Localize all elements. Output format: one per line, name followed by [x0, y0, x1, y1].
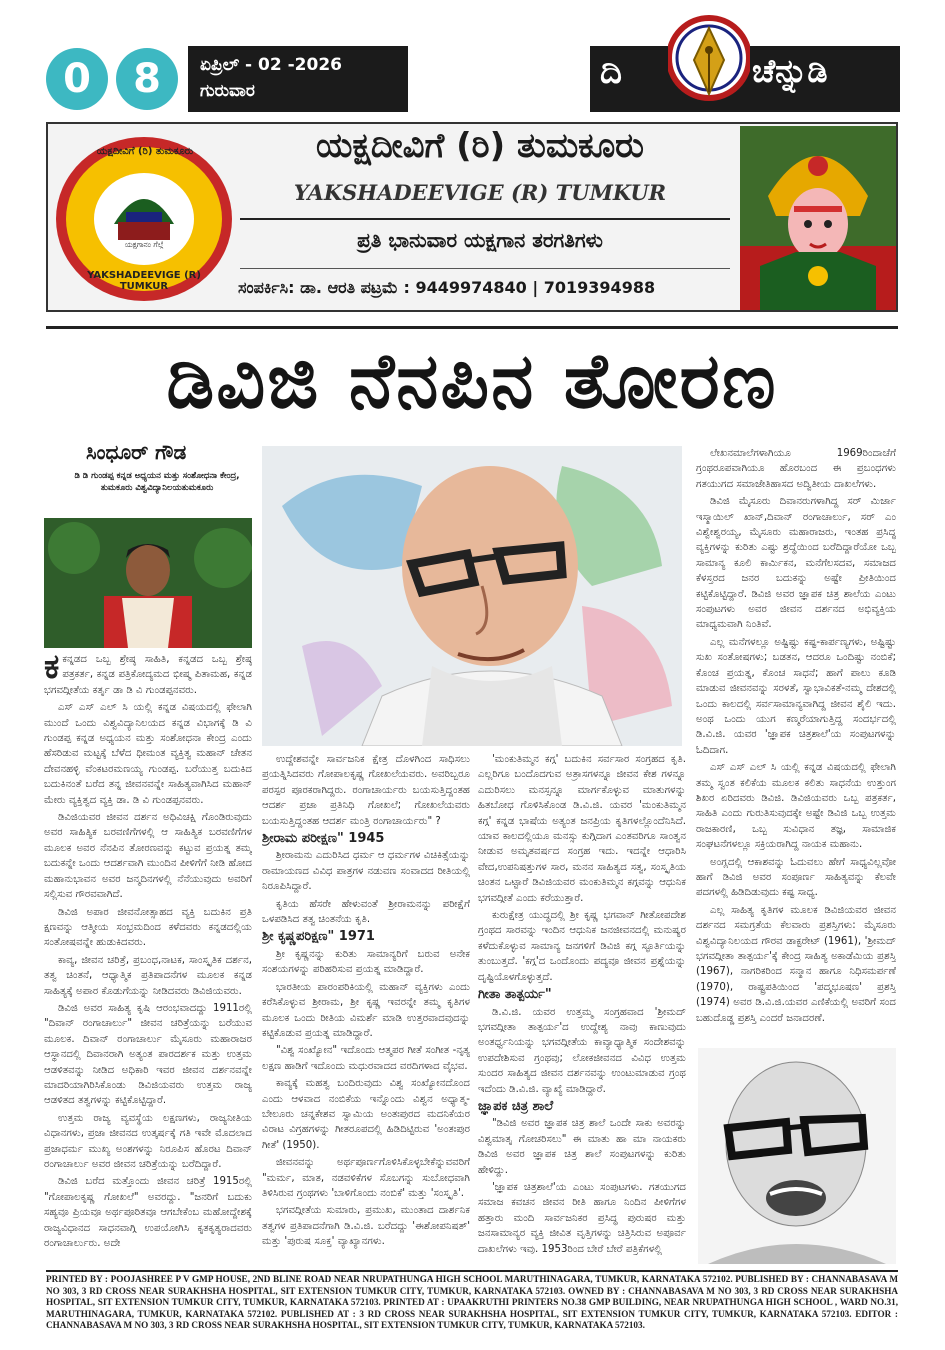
author-name: ಸಿಂಧೂರ್ ಗೌಡ — [86, 440, 187, 464]
author-photo — [44, 518, 252, 648]
article-paragraph-text: ಕನ್ನಡದ ಒಬ್ಬ ಶ್ರೇಷ್ಠ ಸಾಹಿತಿ, ಕನ್ನಡದ ಒಬ್ಬ ಶ್ರೇಷ್ಠ ಪತ್ರಕರ್ತ, ಕನ್ನಡ ಪತ್ರಿಕೋದ್ಯಮದ ಭೀಷ್ಮ ಪಿತಾಮಹ, ಕನ್ನಡ ಭಗವದ್ಗೀತೆಯ ಕರ್ತೃ ಡಾ ಡಿ ವಿ ಗುಂಡಪ್ಪನವರು. — [44, 654, 252, 696]
article-paragraph: ಎಸ್ ಎಸ್ ಎಲ್ ಸಿ ಯಲ್ಲಿ ಕನ್ನಡ ವಿಷಯದಲ್ಲಿ ಫೇಲಾಗಿ ತಮ್ಮ ಸ್ವಂತ ಕಲಿಕೆಯ ಮೂಲಕ ಕಲಿತು ಸಾಧನೆಯ ಉತ್ತುಂಗ ಶಿಖರ ಏರಿದವರು ಡಿವಿಜಿ. ಡಿವಿಜಿಯವರು ಒಬ್ಬ ಪತ್ರಕರ್ತ, ಸಾಹಿತಿ ಎಂದು ಗುರುತಿಸುವುದಕ್ಕೇ ಅಷ್ಟೇ ಡಿವಿಜಿ ಒಬ್ಬ ಉತ್ತಮ ರಾಜಕಾರಣಿ, ಒಬ್ಬ ಸುವಿಧಾನ ತಜ್ಞ, ಸಾಮಾಜಿಕ ಸಂಘಟನೆಗಳಲ್ಲೂ ಸಕ್ರಿಯರಾಗಿದ್ದ ನಾಯಕ ಮಹಾನು. — [696, 762, 896, 851]
article-paragraph: 'ಜ್ಞಾಪಕ ಚಿತ್ರಶಾಲೆ'ಯ ಎಂಟು ಸಂಪುಟಗಳು. ಗತಯುಗದ ಸಮಾಜ ಕವಚನ ಜೀವನ ರೀತಿ ಹಾಗೂ ನಿಂದಿನ ಪೀಳಿಗೆಗಳ ಹತ್ತಾರು ಮಂದಿ ಸಾರ್ವಜನಿಕರ ಪ್ರಸಿದ್ಧ ಪುರುಷರ ಮತ್ತು ಜನಸಾಮಾನ್ಯರ ವ್ಯಕ್ತಿ ಜೀವಿತ ವೃತ್ತಿಗಳನ್ನು ಚಿತ್ರಿಸಿರುವ ಅಪೂರ್ವ ದಾಖಲೆಗಳು ಇವು. 1953ರಿಂದ ಬೇರೆ ಬೇರೆ ಪತ್ರಿಕೆಗಳಲ್ಲಿ — [478, 1181, 686, 1255]
article-column-2 — [262, 752, 470, 1262]
masthead-title: ಚೆನ್ನುಡಿ — [752, 52, 828, 90]
page-number-ones: 8 — [116, 48, 178, 110]
yakshagana-artist-image — [740, 126, 896, 310]
article-paragraph: ಭಾರತೀಯ ಪಾರಂಪರಿಕಿಯಲ್ಲಿ ಮಹಾನ್ ವ್ಯಕ್ತಿಗಳು ಎಂದು ಕರೆಸಿಕೊಳ್ಳುವ ಶ್ರೀರಾಮ, ಶ್ರೀ ಕೃಷ್ಣ ಇವರನ್ನೇ ತಮ್ಮ ಕೃತಿಗಳ ಮೂಲಕ ಒಂದು ರೀತಿಯ ವಿಮರ್ಶೆ ಮಾಡಿ ಉತ್ತರವಾದವುದನ್ನು ಕಟ್ಟಿಕೊಡುವ ಪ್ರಯತ್ನ ಮಾಡಿದ್ದಾರೆ. — [262, 981, 470, 1039]
headline: ಡಿವಿಜಿ ನೆನಪಿನ ತೋರಣ — [166, 336, 778, 425]
article-column-3 — [478, 752, 686, 1262]
article-paragraph: ಭಗವದ್ಗೀತೆಯ ಸುಮಾರು, ಪ್ರಮುಖ, ಮುಂತಾದ ದಾರ್ಶನಿಕ ತತ್ವಗಳ ಪ್ರತಿಪಾದನೆಗಾಗಿ ಡಿ.ವಿ.ಜಿ. ಬರೆದದ್ದು 'ಈಶೋಪನಿಷತ್' ಮತ್ತು 'ಪುರುಷ ಸೂಕ್ತ' ವ್ಯಾಖ್ಯಾನಗಳು. — [262, 1205, 470, 1248]
article-paragraph: ಲೇಖನಮಾಲೆಗಳಾಗಿಯೂ 1969ರಿಂದಾಚೆಗೆ ಗ್ರಂಥರೂಪವಾಗಿಯೂ ಹೊರಬಂದ ಈ ಪ್ರಬಂಧಗಳು ಗತಯುಗದ ಸಮಾಜೇತಿಹಾಸದ ಅದ್ವಿತೀಯ ದಾಖಲೆಗಳು. — [696, 448, 896, 490]
dvg-pencil-sketch — [698, 1048, 896, 1264]
article-paragraph: ಡಿವಿಜಿಯವರ ಜೀವನ ದರ್ಶನ ಅಧಿವಿಚಕ್ಷಿ ಗೊಂಡಿರುವುದು ಅವರ ಸಾಹಿತ್ಯಿಕ ಬರವಣಿಗೆಗಳಲ್ಲಿ ಆ ಸಾಹಿತ್ಯಿಕ ಬರವಣಿಗೆಗಳ ಮೂಲಕ ಅವರ ನೆನಪಿನ ತೋರಣವನ್ನು ಕಟ್ಟುವ ಪ್ರಯತ್ನ ತಮ್ಮ ಬದುಕನ್ನೇ ಒಂದು ಆದರ್ಶವಾಗಿ ಮುಂದಿನ ಪೀಳಿಗೆಗೆ ನೀಡಿ ಹೋದ ಮಹಾನುಭಾವನ ಅವರ ಜನ್ಮದಿನಗಳಲ್ಲಿ ನೆನೆಯುವುದು ಅವರಿಗೆ ಸಲ್ಲಿಸುವ ಗೌರವವಾಗಿದೆ. — [44, 812, 252, 901]
dvg-portrait-painting — [262, 446, 682, 746]
date-box — [188, 46, 408, 112]
article-paragraph: ಡಿ.ವಿ.ಜಿ. ಯವರ ಉತ್ತಮ್ಮ ಸಂಗ್ರಹವಾದ 'ಶ್ರೀಮದ್ ಭಗವದ್ಗೀತಾ ತಾತ್ಪರ್ಯ'ದ ಉದ್ದೇಶ್ಯ ನಾವು ಕಾಣುವುದು ಅಂತರ್ಧ್ವನಿಯನ್ನು ಭಗವದ್ಗೀತೆಯ ಕಾವ್ಯಾಧ್ಯಾತ್ಮಿಕ ಸಂದೇಶವನ್ನು ಉಪದೇಶಿಸುವ ಗ್ರಂಥವು; ಲೋಕಜೀವನದ ವಿವಿಧ ಉತ್ತಮ ಸುಂದರ ಸಾಹಿತ್ಯದ ಜೀವನ ದರ್ಶನವನ್ನು ಉಂಟುಮಾಡುವ ಗ್ರಂಥ ಇದೆಂದು ಡಿ.ವಿ.ಜಿ. ವ್ಯಾಖ್ಯೆ ಮಾಡಿದ್ದಾರೆ. — [478, 1006, 686, 1095]
article-paragraph: ಡಿವಿಜಿ ಮೈಸೂರು ದಿವಾನರುಗಳಾಗಿದ್ದ ಸರ್ ಮಿರ್ಜಾ ಇಸ್ಮಾಯಿಲ್ ಖಾನ್,ದಿವಾನ್ ರಂಗಾಚಾರ್ಲು, ಸರ್ ಎಂ ವಿಶ್ವೇಶ್ವರಯ್ಯ, ಮೈಸೂರು ಮಹಾರಾಜರು, ಇಂತಹ ಪ್ರಸಿದ್ಧ ವ್ಯಕ್ತಿಗಳನ್ನು ಕುರಿತು ಎಷ್ಟು ಶ್ರದ್ಧೆಯಿಂದ ಬರೆದಿದ್ದಾರೆಯೋ ಒಬ್ಬ ಸಾಮಾನ್ಯ ಕೂಲಿ ಕಾರ್ಮಿಕನ, ಮನೆಗೆಲಸದವ, ಸಮಾಜದ ಕೆಳಸ್ತರದ ಜನರ ಬದುಕನ್ನು ಅಷ್ಟೇ ಪ್ರೀತಿಯಿಂದ ಕಟ್ಟಿಕೊಟ್ಟಿದ್ದಾರೆ. ಡಿವಿಜಿ ಅವರ ಜ್ಞಾಪಕ ಚಿತ್ರ ಶಾಲೆಯ ಎಂಟು ಸಂಪುಟಗಳು ಅವರ ಜೀವನ ದರ್ಶನದ ಅಭಿವ್ಯಕ್ತಿಯ ಮಾಧ್ಯಮವಾಗಿ ನಿಂತಿವೆ. — [696, 496, 896, 631]
ad-divider — [240, 218, 730, 220]
weekday-line: ಗುರುವಾರ — [200, 81, 255, 101]
ad-contact: ಸಂಪರ್ಕಿಸಿ: ಡಾ. ಆರತಿ ಪಟ್ರಮೆ : 9449974840 | 7019394988 — [238, 278, 656, 297]
imprint-footer: PRINTED BY : POOJASHREE P V GMP HOUSE, 2ND BLINE ROAD NEAR NRUPATHUNGA HIGH SCHOOL MARUTHINAGARA, TUMKUR, KARNATAKA 572102. PUBLISHED BY : CHANNABASAVA M NO 303, 3 RD CROSS NEAR SURAKHSHA HOSPITAL, SIT EXTENSION TUMKUR CITY, TUMKUR, KARNATAKA 572103. OWNED BY : CHANNABASAVA M NO 303, 3 RD CROSS NEAR SURAKHSHA HOSPITAL, SIT EXTENSION TUMKUR CITY, TUMKUR, KARNATAKA 572103. PRINTED AT : UPAAKRUTHI PRINTERS NO.38 GMP BUILDING, NEAR NRUPATHUNGA HIGH SCHOOL , WARD NO.31, MARUTHINAGARA, TUMKUR, KARNATAKA 572102. PUBLISHED AT : 3 RD CROSS NEAR SURAKHSHA HOSPITAL, SIT EXTENSION TUMKUR CITY, TUMKUR, KARNATAKA 572103. EDITOR : CHANNABASAVA M NO 303, 3 RD CROSS NEAR SURAKHSHA HOSPITAL, SIT EXTENSION TUMKUR CITY, TUMKUR, KARNATAKA 572103. — [46, 1274, 898, 1331]
subheading-sriraama-pareekshana: ಶ್ರೀರಾಮ ಪರೀಕ್ಷಣ" 1945 — [262, 831, 385, 847]
page-number-tens: 0 — [46, 48, 108, 110]
drop-cap: ಕ — [44, 652, 60, 687]
article-paragraph: ಕೃತಿಯ ಹೆಸರೇ ಹೇಳುವಂತೆ ಶ್ರೀರಾಮನನ್ನು ಪರೀಕ್ಷೆಗೆ ಒಳಪಡಿಸಿದ ತತ್ವ ಚಿಂತನೆಯ ಕೃತಿ. — [262, 898, 470, 926]
article-paragraph: ಜೀವನವನ್ನು ಅರ್ಥಪೂರ್ಣಗೊಳಿಸಿಕೊಳ್ಳಬೇಕೆನ್ನುವವರಿಗೆ "ಮರ್ಮ, ಮಾತ, ನಡವಳಿಕೆಗಳ ಸೊಬಗನ್ನು ಸುಬೋಧವಾಗಿ ತಿಳಿಸಿರುವ ಗ್ರಂಥಗಳು 'ಬಾಳಿಗೊಂದು ನಂಬಿಕೆ' ಮತ್ತು 'ಸಂಸ್ಕೃತಿ'. — [262, 1157, 470, 1199]
article-column-4 — [696, 446, 896, 1044]
ad-subtitle: YAKSHADEEVIGE (R) TUMKUR — [293, 180, 667, 205]
article-paragraph: ಕಾವ್ಯ, ಜೀವನ ಚರಿತ್ರೆ, ಪ್ರಬಂಧ,ನಾಟಕ, ಸಾಂಸ್ಕೃತಿಕ ದರ್ಶನ, ತತ್ವ ಚಿಂತನೆ, ಆಧ್ಯಾತ್ಮಿಕ ಪ್ರತಿಪಾದನೆಗಳ ಮೂಲಕ ಕನ್ನಡ ಸಾಹಿತ್ಯಕ್ಕೆ ಅಪಾರ ಕೊಡುಗೆಯನ್ನು ನೀಡಿದವರು ಡಿವಿಜಿಯವರು. — [44, 954, 252, 997]
footer-divider — [46, 1270, 898, 1272]
subheading-krishna-pareekshana: ಶ್ರೀ ಕೃಷ್ಣಪರಿಕ್ಷಣ" 1971 — [262, 929, 375, 945]
article-paragraph: ಡಿವಿಜಿ ಅವರ ಸಾಹಿತ್ಯ ಕೃಷಿ ಆರಂಭವಾದದ್ದು 1911ರಲ್ಲಿ "ದಿವಾನ್ ರಂಗಾಚಾರ್ಲು" ಜೀವನ ಚರಿತ್ರೆಯನ್ನು ಬರೆಯುವ ಮೂಲಕ. ದಿವಾನ್ ರಂಗಾಚಾರ್ಲು ಮೈಸೂರು ಮಹಾರಾಜರ ಆಸ್ಥಾನದಲ್ಲಿ ದಿವಾನರಾಗಿ ಅತ್ಯಂತ ಪಾರದರ್ಶಕ ಮತ್ತು ಉತ್ತಮ ಆಡಳಿತವನ್ನು ನೀಡಿದ ಅಧಿಕಾರಿ ಇವರ ಜೀವನ ದರ್ಶನವನ್ನೇ ಮಾದರಿಯಾಗಿರಿಸಿಕೊಂಡು ಡಿವಿಜಿಯವರು ಉತ್ತಮ ರಾಜ್ಯ ಆಡಳಿತದ ತತ್ವಗಳನ್ನು ಕಟ್ಟಿಕೊಟ್ಟಿದ್ದಾರೆ. — [44, 1002, 252, 1107]
subheading-geetha-taathparya: ಗೀತಾ ತಾತ್ಪರ್ಯ" — [478, 987, 552, 1003]
article-paragraph: ಎಲ್ಲ ಸಾಹಿತ್ಯ ಕೃತಿಗಳ ಮೂಲಕ ಡಿವಿಜಿಯವರ ಜೀವನ ದರ್ಶನದ ಸಮಗ್ರತೆಯ ಕೆಲವಾರು ಪ್ರಶಸ್ತಿಗಳು: ಮೈಸೂರು ವಿಶ್ವವಿದ್ಯಾನಿಲಯದ ಗೌರವ ಡಾಕ್ಟರೇಟ್ (1961), 'ಶ್ರೀಮದ್ ಭಗವದ್ಗೀತಾ ತಾತ್ಪರ್ಯ'ಕ್ಕೆ ಕೇಂದ್ರ ಸಾಹಿತ್ಯ ಅಕಾಡೆಮಿಯ ಪ್ರಶಸ್ತಿ (1967), ನಾಗರಿಕರಿಂದ ಸನ್ಮಾನ ಹಾಗೂ ನಿಧಿಸಮರ್ಪಣೆ (1970), ರಾಷ್ಟ್ರಪತಿಯಿಂದ 'ಪದ್ಮಭೂಷಣ' ಪ್ರಶಸ್ತಿ (1974) ಅವರ ಡಿ.ವಿ.ಜಿ.ಯವರ ಎಣಿಕೆಯಲ್ಲಿ ಅವರಿಗೆ ಸಂದ ಬಹುದೊಡ್ಡ ಪ್ರಶಸ್ತಿ ಎಂದರೆ ಜನಾದರಣೆ. — [696, 904, 896, 1024]
article-paragraph: ಕಾವ್ಯಕ್ಕೆ ಮಹತ್ವ ಬಂದಿರುವುದು ವಿಶ್ವ ಸಂಖ್ಯೋನದೊಂದ ಎಂದು ಆಳವಾದ ನಂಬಿಕೆಯ ಇನ್ನೊಂದು ವಿಶ್ವನ ಅಧ್ಯಾತ್ಮ-ಬೇಲೂರು ಚನ್ನಕೇಶವ ಸ್ವಾಮಿಯ ಅಂತಃಪುರದ ಮದನಿಕೆಯರ ವಿರಾಟ ವಿಗ್ರಹಗಳನ್ನು ಗೀತರೂಪದಲ್ಲಿ ಹಿಡಿದಿಟ್ಟಿರುವ 'ಅಂತಃಪುರ ಗೀತೆ' (1950). — [262, 1078, 470, 1151]
article-paragraph: ಶ್ರೀರಾಮನು ಎದುರಿಸಿದ ಧರ್ಮ ಆ ಧರ್ಮಗಳ ವಿಚಿಕಿತ್ಸೆಯನ್ನು ರಾಮಾಯಣದ ವಿವಿಧ ಪಾತ್ರಗಳ ನಡುವಣ ಸಂವಾದದ ರೀತಿಯಲ್ಲಿ ನಿರೂಪಿಸಿದ್ದಾರೆ. — [262, 850, 470, 893]
subheading-jnapaka-chitra-shaale: ಜ್ಞಾಪಕ ಚಿತ್ರ ಶಾಲೆ — [478, 1098, 554, 1114]
article-paragraph — [44, 652, 252, 698]
logo-text-top: ಯಕ್ಷದೀವಿಗೆ (ರಿ) ತುಮಕೂರು — [96, 146, 194, 157]
article-paragraph: ಉತ್ತಮ ರಾಜ್ಯ ವ್ಯವಸ್ಥೆಯ ಲಕ್ಷಣಗಳು, ರಾಜ್ಯನೀತಿಯ ವಿಧಾನಗಳು, ಪ್ರಜಾ ಜೀವನದ ಉತ್ಕರ್ಷಕ್ಕೆ ಗತಿ ಇವೇ ಮೊದಲಾದ ಪ್ರಜಾಧರ್ಮ ಮುಖ್ಯ ಅಂಶಗಳನ್ನು ನಿರೂಪಿಸ ಹೊರಟ ದಿವಾನ್ ರಂಗಾಚಾರ್ಲು ಅವರ ಜೀವನ ಚರಿತ್ರೆಯನ್ನು ಬರೆದಿದ್ದಾರೆ. — [44, 1112, 252, 1170]
ad-divider-2 — [240, 268, 730, 269]
section-divider — [46, 326, 898, 329]
logo-center-text: ಯಕ್ಷಗಾನಂ ಗೆಲ್ಗೆ — [124, 240, 164, 249]
pen-nib-logo-icon — [668, 10, 750, 112]
masthead-di: ದಿ — [600, 52, 622, 92]
article-paragraph: "ವಿಶ್ವ ಸಂಖ್ಯೋನ" ಇದೊಂದು ಆತ್ಮಪರ ಗೀತೆ ಸಂಗೀತ -ನೃತ್ಯ ಲಕ್ಷಣ ಹಾಡಿಗೆ ಇದೊಂದು ಮಧುರವಾದದ ವರದಿಗಳಾದ ವೈಭವ. — [262, 1045, 470, 1072]
ad-classes: ಪ್ರತಿ ಭಾನುವಾರ ಯಕ್ಷಗಾನ ತರಗತಿಗಳು — [357, 228, 603, 252]
article-paragraph: "ಡಿವಿಜಿ ಅವರ ಜ್ಞಾಪಕ ಚಿತ್ರ ಶಾಲೆ ಒಂದೇ ಸಾಕು ಅವರನ್ನು ವಿಶ್ವಮಾತೃ ಗೋಚರಿಸಲು" ಈ ಮಾತು ಹಾ ಮಾ ನಾಯಕರು ಡಿವಿಜಿ ಅವರ ಜ್ಞಾಪಕ ಚಿತ್ರ ಶಾಲೆ ಸಂಪುಟಗಳನ್ನು ಕುರಿತು ಹೇಳಿದ್ದು. — [478, 1118, 686, 1176]
ad-title: ಯಕ್ಷದೀವಿಗೆ (ರಿ) ತುಮಕೂರು — [316, 126, 644, 166]
article-column-1 — [44, 652, 252, 1262]
article-paragraph: ಕುರುಕ್ಷೇತ್ರ ಯುದ್ಧದಲ್ಲಿ ಶ್ರೀ ಕೃಷ್ಣ ಭಗವಾನ್ ಗೀತೋಪದೇಶ ಗ್ರಂಥದ ಸಾರವನ್ನು ಇಂದಿನ ಆಧುನಿಕ ಜನಜೀವನದಲ್ಲಿ ಮನುಷ್ಯರ ಕಳೆದುಕೊಳ್ಳುವ ಸಾಮಾನ್ಯ ಜನಗಳಿಗೆ ಡಿವಿಜಿ ಕಗ್ಗ ಸ್ಫೂರ್ತಿಯನ್ನು ತುಂಬುತ್ತದೆ. 'ಕಗ್ಗ'ದ ಒಂದೊಂದು ಪದ್ಯವೂ ಜೀವನ ಪ್ರಶ್ನೆಯನ್ನು ದೃಷ್ಟಿಯೊಳಗೊಳ್ಳುತ್ತದೆ. — [478, 910, 686, 983]
article-paragraph: ಅಂಗ್ಲದಲ್ಲಿ ಆಕಾಶವನ್ನು ಓದುವಲು ಹೇಗೆ ಸಾಧ್ಯವಿಲ್ಲವೋ ಹಾಗೆ ಡಿವಿಜಿ ಅವರ ಸಂಪೂರ್ಣ ಸಾಹಿತ್ಯವನ್ನು ಕೆಲವೇ ಪದಗಳಲ್ಲಿ ಹಿಡಿದಿಡುವುದು ಕಷ್ಟ ಸಾಧ್ಯ. — [696, 856, 896, 899]
article-paragraph: ಎಸ್ ಎಸ್ ಎಲ್ ಸಿ ಯಲ್ಲಿ ಕನ್ನಡ ವಿಷಯದಲ್ಲಿ ಫೇಲಾಗಿ ಮುಂದೆ ಒಂದು ವಿಶ್ವವಿದ್ಯಾನಿಲಯದ ಕನ್ನಡ ವಿಭಾಗಕ್ಕೆ ಡಿ ವಿ ಗುಂಡಪ್ಪ ಕನ್ನಡ ಅಧ್ಯಯನ ಮತ್ತು ಸಂಶೋಧನಾ ಕೇಂದ್ರ ಎಂದು ಹೆಸರಿಡುವ ಮಟ್ಟಕ್ಕೆ ಬೆಳೆದ ಧೀಮಂತ ವ್ಯಕ್ತಿತ್ವ ಮಹಾನ್ ಚೇತನ ದೇವನಹಳ್ಳಿ ವೆಂಕಟರಮಣಯ್ಯ ಗುಂಡಪ್ಪ. ಬರೆಯುತ್ತ ಬದುಕಿದ ಬದುಕಿನಂತೆ ಬರೆದ ತನ್ನ ಜೀವನವನ್ನೇ ಸಾಹಿತ್ಯವಾಗಿಸಿದ ಮಹಾನ್ ಮೇರು ವ್ಯಕ್ತಿತ್ವದ ವ್ಯಕ್ತಿ ಡಾ. ಡಿ ವಿ ಗುಂಡಪ್ಪನವರು. — [44, 702, 252, 806]
article-paragraph: ಡಿವಿಜಿ ಬರೆದ ಮತ್ತೊಂದು ಜೀವನ ಚರಿತ್ರೆ 1915ರಲ್ಲಿ "ಗೋಪಾಲಕೃಷ್ಣ ಗೋಖಲೆ" ಅವರದ್ದು. "ಜನರಿಗೆ ಬದುಕು ಸಹ್ಯವೂ ಪ್ರಿಯವೂ ಅರ್ಥಪೂರಿತವೂ ಆಗಬೇಕೆಂಬ ಮಹೋದ್ದೇಶಕ್ಕೆ ರಾಜ್ಯವಿಧಾನದ ಸಾಧನವಾಗ್ಗಿ ಉಪಯೋಗಿಸಿ ಕೃತಕೃತ್ಯರಾದವರು ರಂಗಾಚಾರ್ಲುರು. ಅದೇ — [44, 1176, 252, 1250]
article-paragraph: 'ಮಂಕುತಿಮ್ಮನ ಕಗ್ಗ' ಬದುಕಿನ ಸರ್ವಸಾರ ಸಂಗ್ರಹದ ಕೃತಿ. ಎಲ್ಲರಿಗೂ ಬಂದೊದಗುವ ಅತ್ರಾಸಗಳನ್ನೂ ಜೀವನ ಕೇಶ ಗಳನ್ನೂ ಎದುರಿಸಲು ಮನಸ್ಸನ್ನೂ ಮಾರ್ಗಕೊಳ್ಳುವ ಮಾತುಗಳನ್ನು ಹಿತಬೋಧ ಗೊಳಿಸಿಕೊಂಡ ಡಿ.ವಿ.ಜಿ. ಯವರ 'ಮಂಕುತಿಮ್ಮನ ಕಗ್ಗ' ಕನ್ನಡ ಭಾಷೆಯ ಅತ್ಯಂತ ಜನಪ್ರಿಯ ಕೃತಿಗಳಲ್ಲೊಂದೆನಿಸಿದೆ. ಯಾವ ಕಾಲದಲ್ಲಿಯೂ ಮನಸ್ಸು ಕುಗ್ಗಿದಾಗ ಎಂತವರಿಗೂ ಸಾಂತ್ವನ ನೀಡುವ ಅಮೃತವರ್ಷದ ಸಂಗ್ರಹ ಇದು. ಇದನ್ನೇ ಆಧಾರಿಸಿ ವೇದ,ಉಪನಿಷತ್ತುಗಳ ಸಾರ, ಮನನ ಸಾಹಿತ್ಯದ ಸತ್ವ, ಸಂಸ್ಕೃತಿಯ ಚಿಂತನ ಒಟ್ಟಾರೆ ಡಿವಿಜಿಯವರ ಮಂಕುತಿಮ್ಮನ ಕಗ್ಗವನ್ನು ಆಧುನಿಕ ಭಗವದ್ಗೀತೆ ಎಂದು ಕರೆಯುತ್ತಾರೆ. — [478, 754, 686, 904]
article-paragraph: ಡಿವಿಜಿ ಅಪಾರ ಜೀವನೋತ್ಸಾಹದ ವ್ಯಕ್ತಿ ಬದುಕಿನ ಪ್ರತಿ ಕ್ಷಣವನ್ನು ಆತ್ಮೀಯ ಸಂಭ್ರಮದಿಂದ ಕಳೆದವರು ಕನ್ನಡದಲ್ಲಿಯ ಸಂತೋಷವನ್ನೇ ಹುಡುಕಿದವರು. — [44, 906, 252, 949]
logo-text-bottom: YAKSHADEEVIGE (R) TUMKUR — [87, 270, 201, 292]
article-paragraph: ಉದ್ದೇಶವನ್ನೇ ಸಾರ್ವಜನಿಕ ಕ್ಷೇತ್ರ ದೊಳಗಿಂದ ಸಾಧಿಸಲು ಪ್ರಯತ್ನಿಸಿದವರು ಗೋಪಾಲಕೃಷ್ಣ ಗೋಖಲೆಯವರು. ಅವರಿಬ್ಬರೂ ಪರಸ್ಪರ ಪೂರಕರಾಗಿದ್ದರು. ರಂಗಾಚಾರ್ಯರು ಬಯಸುತ್ತಿದ್ದಂತಹ ಆದರ್ಶ ಪ್ರಜಾ ಪ್ರತಿನಿಧಿ ಗೋಖಲೆ; ಗೋಖಲೆಯವರು ಬಯಸುತ್ತಿದ್ದಂತಹ ಆದರ್ಶ ಮಂತ್ರಿ ರಂಗಾಚಾರ್ಯರು" ? — [262, 754, 470, 827]
article-paragraph: ಶ್ರೀ ಕೃಷ್ಣನನ್ನು ಕುರಿತು ಸಾಮಾನ್ಯರಿಗೆ ಬರುವ ಅನೇಕ ಸಂಶಯಗಳನ್ನು ಪರಿಹರಿಸುವ ಪ್ರಯತ್ನ ಮಾಡಿದ್ದಾರೆ. — [262, 948, 470, 976]
date-line: ಏಪ್ರಿಲ್ - 02 -2026 — [200, 55, 342, 75]
article-paragraph: ಎಲ್ಲ ಮನೆಗಳಲ್ಲೂ ಅಷ್ಟಿಷ್ಟು ಕಷ್ಟ-ಕಾರ್ಪಣ್ಯಗಳು, ಅಷ್ಟಿಷ್ಟು ಸುಖ ಸಂತೋಷಗಳು; ಬಡತನ, ಆದರೂ ಒಂದಿಷ್ಟು ನಂಬಿಕೆ; ಕೊಂಚ ಪ್ರಯತ್ನ, ಕೊಂಚ ಸಾಧನೆ; ಹಾಗೆ ಪಾಲು ಕೂಡಿ ಮಾಡುವ ಜೀವನವನ್ನು ಸರಳತೆ, ಸ್ವಾಭಾವಿಕತೆ-ನಮ್ಮ ದೇಶದಲ್ಲಿ ಒಂದು ಕಾಲದಲ್ಲಿ ಸರ್ವಸಾಮಾನ್ಯವಾಗಿದ್ದ ಜೀವನ ಶೈಲಿ ಇದು. ಅಂಥ ಒಂದು ಯುಗ ಕಣ್ಮರೆಯಾಗುತ್ತಿದ್ದ ಸಂದರ್ಭದಲ್ಲಿ ಡಿ.ವಿ.ಜಿ. ಯವರ 'ಜ್ಞಾಪಕ ಚಿತ್ರಶಾಲೆ'ಯ ಸಂಪುಟಗಳನ್ನು ಓದಿದಾಗ. — [696, 636, 896, 756]
author-affiliation: ಡಿ ಡಿ ಗುಂಡಪ್ಪ ಕನ್ನಡ ಅಧ್ಯಯನ ಮತ್ತು ಸಂಶೋಧನಾ ಕೇಂದ್ರ, ತುಮಕೂರು ವಿಶ್ವವಿದ್ಯಾನಿಲಯತುಮಕೂರು — [74, 471, 240, 493]
